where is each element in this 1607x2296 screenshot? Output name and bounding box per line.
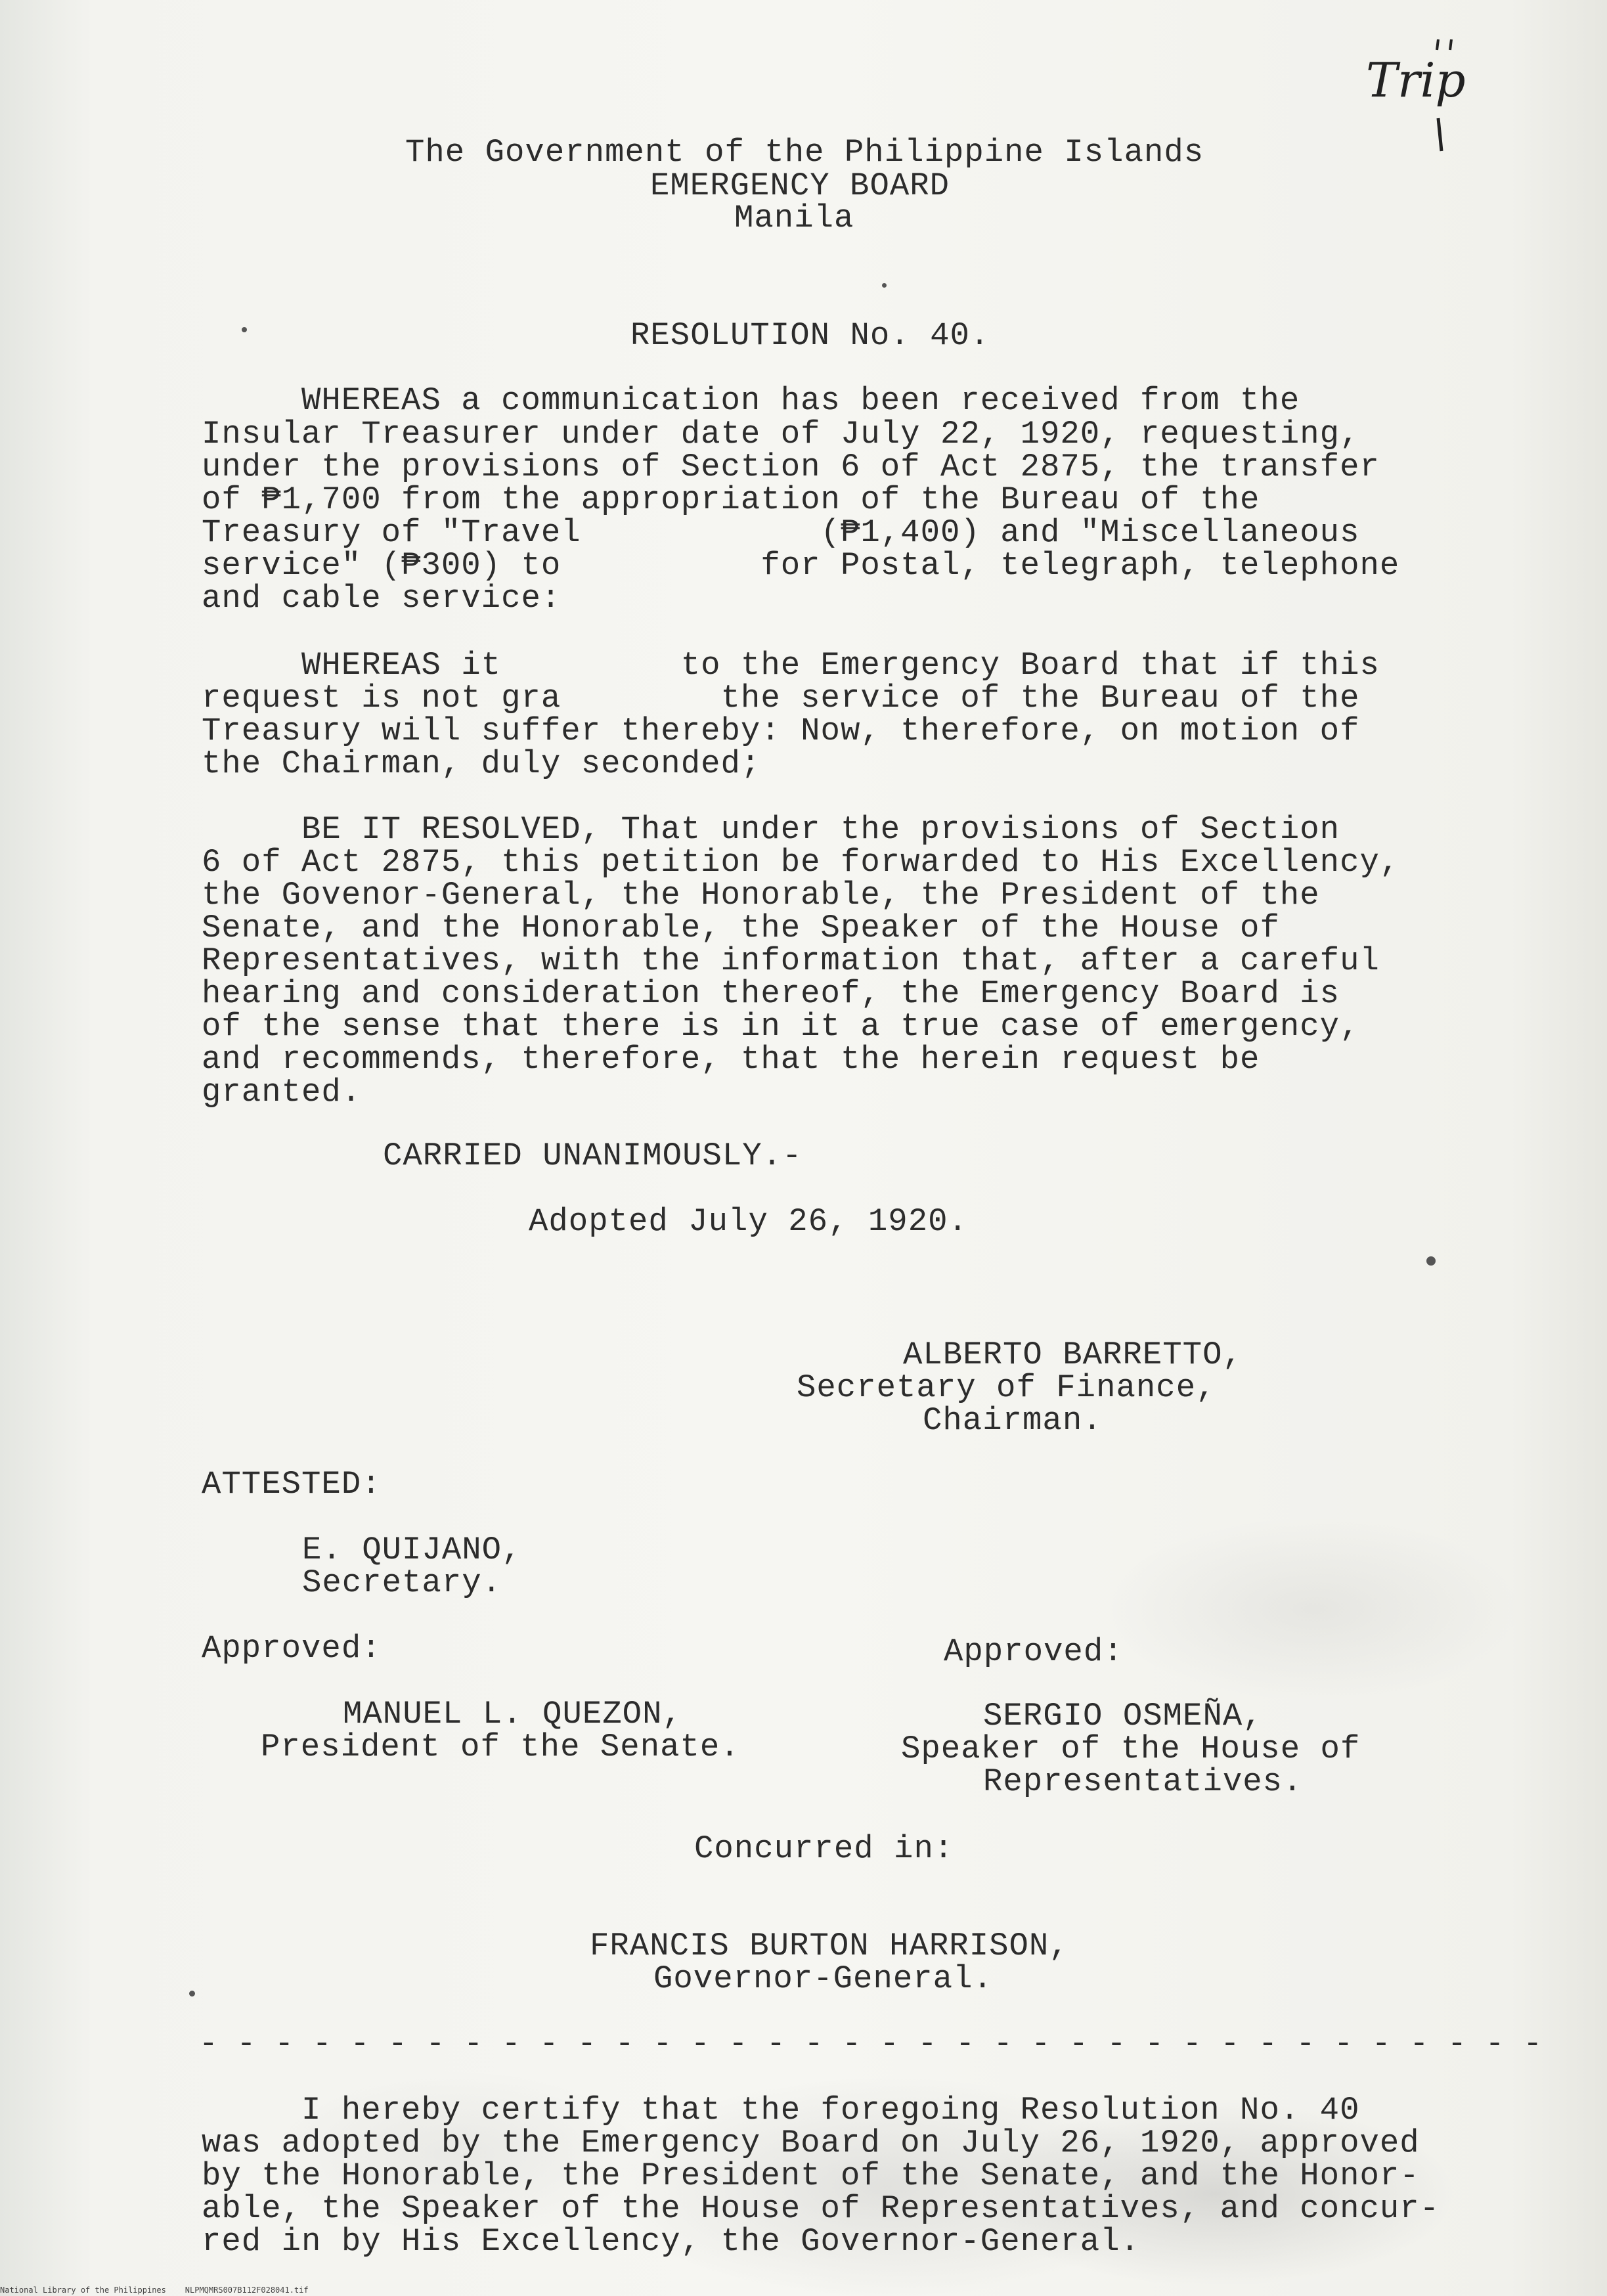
- footer-file: NLPMQMRS007B112F028041.tif: [185, 2285, 309, 2295]
- header-government: The Government of the Philippine Islands: [405, 134, 1204, 171]
- carried-unanimously: CARRIED UNANIMOUSLY.-: [383, 1137, 803, 1174]
- footer-source: National Library of the Philippines: [0, 2285, 166, 2295]
- paragraph-line: BE IT RESOLVED, That under the provisions of Section: [202, 811, 1340, 848]
- chairman-name: ALBERTO BARRETTO,: [903, 1336, 1243, 1373]
- attested-title: Secretary.: [302, 1564, 502, 1601]
- dashed-separator: - - - - - - - - - - - - - - - - - - - - - - - - - - - - - - - - - - - -: [199, 2027, 1543, 2062]
- paragraph-line: Senate, and the Honorable, the Speaker of the House of: [202, 910, 1280, 946]
- attested-label: ATTESTED:: [202, 1466, 382, 1503]
- governor-general-name: FRANCIS BURTON HARRISON,: [590, 1928, 1069, 1964]
- senate-president-title: President of the Senate.: [261, 1729, 740, 1765]
- paragraph-line: service" (₱300) to for Postal, telegraph, telephone: [202, 547, 1400, 584]
- concurred-label: Concurred in:: [694, 1830, 954, 1867]
- paragraph-line: the Chairman, duly seconded;: [202, 745, 761, 782]
- paragraph-line: I hereby certify that the foregoing Resolution No. 40: [202, 2092, 1360, 2129]
- paragraph-line: request is not gra the service of the Bureau of the: [202, 680, 1360, 717]
- header-board: EMERGENCY BOARD: [650, 167, 950, 204]
- ink-speck: [242, 327, 247, 332]
- resolution-title: RESOLUTION No. 40.: [630, 317, 990, 354]
- governor-general-title: Governor-General.: [653, 1960, 993, 1997]
- handwritten-annotation: [1366, 39, 1497, 171]
- ink-speck: [882, 283, 887, 288]
- paragraph-line: Treasury of "Travel (₱1,400) and "Miscellaneous: [202, 514, 1360, 551]
- paragraph-line: Insular Treasurer under date of July 22, 1920, requesting,: [202, 416, 1360, 453]
- paragraph-line: was adopted by the Emergency Board on July 26, 1920, approved: [202, 2125, 1420, 2161]
- chairman-role: Chairman.: [923, 1402, 1103, 1439]
- paragraph-line: and cable service:: [202, 580, 561, 617]
- adopted-date: Adopted July 26, 1920.: [529, 1203, 968, 1240]
- paragraph-line: and recommends, therefore, that the herein request be: [202, 1041, 1260, 1078]
- paragraph-line: Representatives, with the information that, after a careful: [202, 942, 1380, 979]
- paragraph-line: by the Honorable, the President of the Senate, and the Honor-: [202, 2157, 1420, 2194]
- ink-speck: [1426, 1256, 1436, 1266]
- paragraph-line: Treasury will suffer thereby: Now, therefore, on motion of: [202, 713, 1360, 749]
- paragraph-line: WHEREAS a communication has been received from the: [202, 382, 1300, 419]
- paragraph-line: 6 of Act 2875, this petition be forwarded to His Excellency,: [202, 844, 1400, 881]
- paragraph-line: red in by His Excellency, the Governor-General.: [202, 2223, 1141, 2260]
- paragraph-line: of ₱1,700 from the appropriation of the Bureau of the: [202, 481, 1260, 518]
- scan-footer: [0, 2285, 309, 2295]
- approved-label: Approved:: [944, 1633, 1124, 1670]
- paragraph-line: granted.: [202, 1074, 362, 1111]
- annotation-text: Trip: [1366, 53, 1466, 108]
- senate-president-name: MANUEL L. QUEZON,: [343, 1696, 682, 1733]
- attested-name: E. QUIJANO,: [302, 1532, 522, 1568]
- paragraph-line: of the sense that there is in it a true case of emergency,: [202, 1008, 1360, 1045]
- ink-speck: [189, 1991, 195, 1997]
- house-speaker-title: Speaker of the House of: [901, 1731, 1361, 1767]
- chairman-title: Secretary of Finance,: [797, 1369, 1216, 1406]
- house-speaker-name: SERGIO OSMEÑA,: [983, 1698, 1263, 1734]
- paragraph-line: WHEREAS it to the Emergency Board that if this: [202, 647, 1380, 684]
- paragraph-line: the Govenor-General, the Honorable, the President of the: [202, 877, 1320, 914]
- paragraph-line: hearing and consideration thereof, the Emergency Board is: [202, 975, 1340, 1012]
- annotation-stroke-icon: [1366, 39, 1497, 171]
- header-city: Manila: [734, 200, 854, 236]
- paragraph-line: under the provisions of Section 6 of Act 2875, the transfer: [202, 449, 1380, 485]
- house-speaker-title-cont: Representatives.: [983, 1763, 1303, 1800]
- approved-label: Approved:: [202, 1630, 382, 1667]
- paragraph-line: able, the Speaker of the House of Representatives, and concur-: [202, 2190, 1440, 2227]
